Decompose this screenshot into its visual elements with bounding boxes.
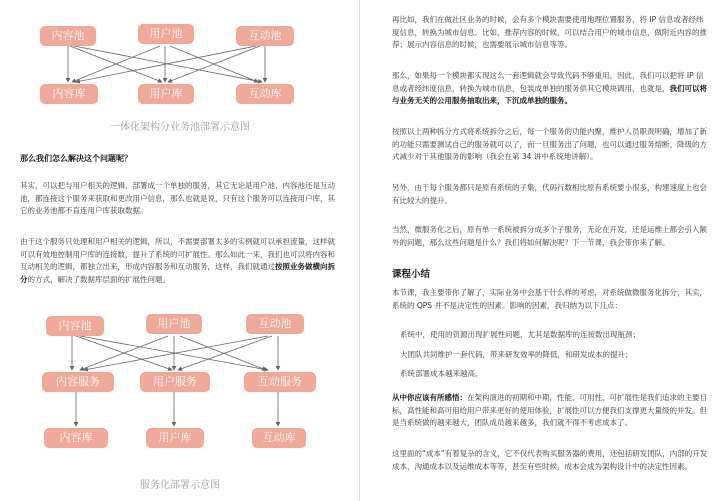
diagram1-caption: 一体化架构分业务池部署示意图 [110,122,250,133]
diagram1-box-interaction-pool: 互动池 [236,26,294,46]
diagram2-box-content-db: 内容库 [44,428,108,448]
diagram1-box-user-db: 用户库 [138,84,194,104]
summary-bullet-3: 系统部署成本越来越高。 [400,369,483,378]
diagram1-box-user-pool: 用户池 [138,24,194,44]
section-heading: 那么我们怎么解决这个问题呢？ [20,154,132,163]
diagram2-box-interaction-service: 互动服务 [244,372,316,392]
left-paragraph-2-text-a: 由于这个服务只处理和用户相关的逻辑，所以，不需要部署太多的实例就可以承担流量，这样就可以有效地控制用户库的连接数，提升了系统的可扩展性。那么如此一来，我们也可以将内容和互动相关的逻辑，都独立出来，形成内容服务和互动服务，这样，我们就通过 [20,237,335,272]
right-paragraph-3: 按照以上两种拆分方式将系统拆分之后，每一个服务的功能内聚，维护人员职责明确，增加了新的功能只需要测试自己的服务就可以了，而一旦服务出了问题，也可以通过服务熔断、降级的方式减少对于其他服务的影响（我会在第 34 讲中系统地讲解）。 [392,127,707,162]
diagram2-caption: 服务化部署示意图 [140,480,220,491]
diagram1-box-interaction-db: 互动库 [236,84,294,104]
right-paragraph-8: 这里面的“成本”有着复杂的含义，它不仅代表购买服务器的费用，还包括研发团队，内部的开发成本，沟通成本以及运维成本等等，甚至有些时候，成本会成为架构设计中的决定性因素。 [392,449,708,471]
right-paragraph-7-text: 在架构演进的初期和中期，性能、可用性、可扩展性是我们追求的主要目标，高性能和高可用给用户带来更好的使用体验，扩展性可以方便我们支撑更大量级的并发。但是当系统做的越来越大，团队成员越来越多，我们就不得不考虑成本了。 [392,393,707,428]
diagram2-box-user-db: 用户库 [146,428,204,448]
right-paragraph-5: 当然，微服务化之后，原有单一系统被拆分成多个子服务，无论在开发，还是运维上都会引入额外的问题，那么这些问题是什么？我们将如何解决呢？下一节课，我会带你来了解。 [392,225,707,247]
summary-bullet-1: 系统中，使用的资源出现扩展性问题，尤其是数据库的连接数出现瓶颈； [400,330,640,339]
diagram2-box-user-pool: 用户池 [146,314,202,334]
right-paragraph-2-text: 那么，如果每一个模块都实现这么一套逻辑就会导致代码不够重用。因此，我们可以把将 IP 信息或者经纬度信息，转换为城市信息，包装成单独的服务供其它模块调用，也就是， [392,71,704,93]
right-paragraph-2-bold: 我们可以将与业务无关的公用服务抽取出来，下沉成单独的服务。 [392,83,707,106]
diagram2-box-user-service: 用户服务 [140,372,210,392]
diagram1-arrows [68,46,265,82]
summary-bullet-2: 大团队共同维护一套代码，带来研发效率的降低，和研发成本的提升； [400,350,633,359]
left-paragraph-2-bold: 按照业务做横向拆分 [20,262,335,284]
diagram2-box-content-service: 内容服务 [42,372,114,392]
diagram2-box-interaction-pool: 互动池 [246,314,304,334]
right-paragraph-2 [392,70,708,108]
left-paragraph-1: 其实，可以把与用户相关的逻辑，部署成一个单独的服务，其它无论是用户池、内容池还是互动池，都连接这个服务来获取和更改用户信息，那么也就是说，只有这个服务可以连接用户库，其它的业务池都不直连用户库获取数据。 [20,181,335,216]
right-paragraph-7-bold: 从中你应该有所感悟： [392,393,467,402]
diagram1-box-content-pool: 内容池 [40,26,96,46]
left-paragraph-2-text-c: 的方式，解决了数据库层面的扩展性问题。 [27,274,170,284]
right-paragraph-7 [392,392,708,430]
left-paragraph-2 [20,236,342,286]
summary-title: 课程小结 [392,269,431,280]
right-paragraph-1: 再比如，我们在做社区业务的时候，会有多个模块需要使用地理位置服务，将 IP 信息或者经纬度信息，转换为城市信息。比如，推荐内容的时候，可以结合用户的城市信息，做附近内容的推荐；展示内容信息的时候，也需要展示城市信息等等。 [392,15,707,50]
diagram2-box-interaction-db: 互动库 [252,428,306,448]
right-paragraph-4: 另外，由于每个服务都只是原有系统的子集，代码行数相比原有系统要小很多，构建速度上也会有比较大的提升。 [392,183,707,205]
diagram2-box-content-pool: 内容池 [46,316,104,336]
right-paragraph-6: 本节课，我主要带你了解了，实际业务中会基于什么样的考虑，对系统做微服务化拆分，其实，系统的 QPS 并不是决定性的因素。影响的因素，我归纳为以下几点： [392,288,707,310]
diagram1-box-content-db: 内容库 [40,84,98,104]
page-divider [359,0,360,501]
